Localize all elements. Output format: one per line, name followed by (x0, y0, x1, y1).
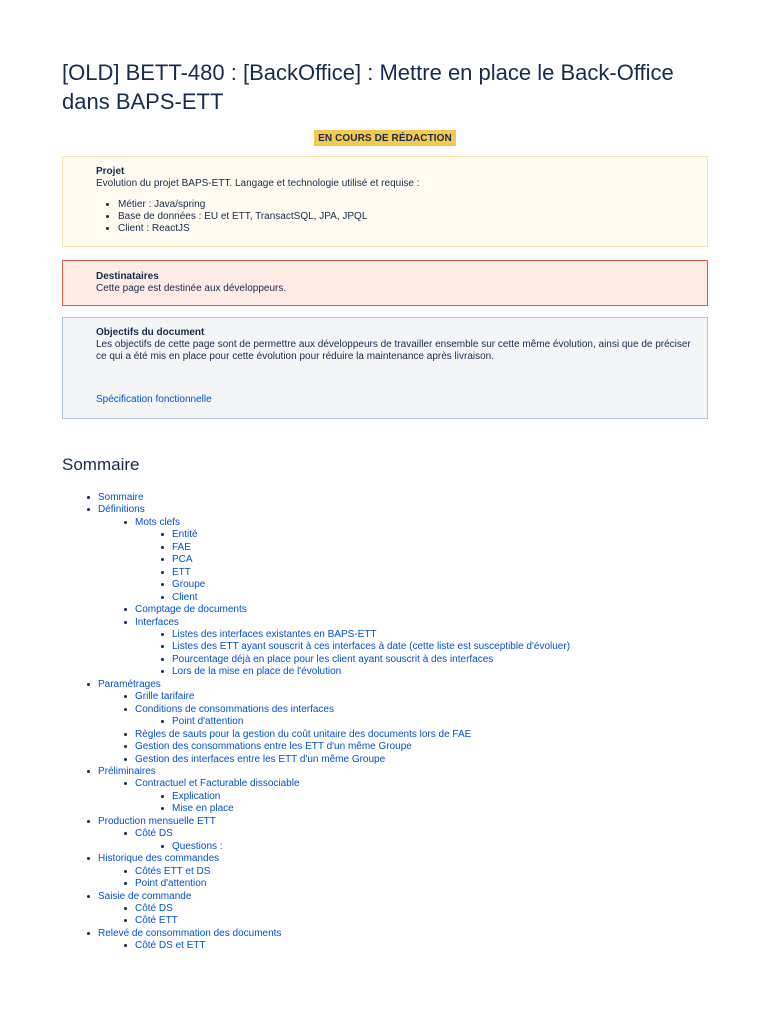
toc-link[interactable]: Mise en place (172, 803, 234, 815)
toc-list (98, 828, 708, 853)
toc-item (172, 641, 708, 653)
toc-item (135, 828, 708, 853)
projet-tech-list (96, 199, 695, 235)
toc-link[interactable]: Définitions (98, 504, 145, 516)
toc-item (98, 853, 708, 890)
toc-link[interactable]: Préliminaires (98, 765, 156, 777)
sommaire-heading: Sommaire (62, 455, 140, 474)
toc-link[interactable]: Listes des interfaces existantes en BAPS-ETT (172, 628, 377, 640)
toc-link[interactable]: Règles de sauts pour la gestion du coût unitaire des documents lors de FAE (135, 728, 472, 740)
toc-item (98, 492, 708, 504)
table-of-contents (62, 492, 708, 953)
toc-item (98, 504, 708, 678)
page-title (62, 58, 708, 116)
toc-link[interactable]: Côté ETT (135, 915, 178, 927)
toc-item (135, 517, 708, 604)
toc-item (135, 691, 708, 703)
page-content (62, 58, 708, 953)
toc-link[interactable]: Côté DS (135, 828, 173, 840)
toc-item (98, 928, 708, 953)
toc-list (62, 492, 708, 953)
toc-link[interactable]: Mots clefs (135, 516, 181, 528)
toc-item (172, 803, 708, 815)
toc-item (135, 729, 708, 741)
toc-link[interactable]: Paramétrages (98, 678, 161, 690)
toc-item (172, 629, 708, 641)
destinataires-panel-text: Cette page est destinée aux développeurs. (96, 283, 287, 294)
objectifs-panel-text: Les objectifs de cette page sont de permettre aux développeurs de travailler ensemble sur cette même évolution, ainsi que de préciser ce qui a été mis en place pour cette évolution pour réduire la maintenance après livraison. (96, 339, 691, 362)
toc-link[interactable]: ETT (172, 566, 191, 578)
destinataires-panel-title: Destinataires (96, 271, 159, 282)
destinataires-panel (62, 260, 708, 306)
toc-link[interactable]: Gestion des consommations entre les ETT d'un même Groupe (135, 741, 412, 753)
toc-item (135, 940, 708, 952)
toc-list (135, 629, 708, 679)
toc-link[interactable]: Conditions de consommations des interfaces (135, 703, 334, 715)
status-container (62, 128, 708, 146)
objectifs-panel (62, 317, 708, 419)
projet-panel (62, 156, 708, 247)
toc-link[interactable]: Relevé de consommation des documents (98, 927, 282, 939)
toc-item (135, 866, 708, 878)
toc-item (135, 704, 708, 729)
status-badge: EN COURS DE RÉDACTION (314, 130, 456, 146)
toc-item (172, 716, 708, 728)
toc-item (98, 891, 708, 928)
toc-list (135, 529, 708, 604)
projet-tech-item: • Client : ReactJS (118, 223, 695, 235)
toc-link[interactable]: Production mensuelle ETT (98, 815, 216, 827)
toc-link[interactable]: Historique des commandes (98, 853, 220, 865)
toc-link[interactable]: Client (172, 591, 198, 603)
toc-link[interactable]: Côté DS (135, 902, 173, 914)
toc-item (172, 841, 708, 853)
toc-list (98, 517, 708, 679)
toc-item (98, 766, 708, 816)
toc-item (98, 679, 708, 766)
toc-item (135, 915, 708, 927)
toc-link[interactable]: Pourcentage déjà en place pour les client ayant souscrit à des interfaces (172, 653, 494, 665)
toc-link[interactable]: Listes des ETT ayant souscrit à ces interfaces à date (cette liste est susceptible d'évoluer) (172, 641, 571, 653)
toc-item (172, 529, 708, 541)
toc-link[interactable]: Saisie de commande (98, 890, 192, 902)
toc-item (135, 741, 708, 753)
projet-tech-item: • Métier : Java/spring (118, 199, 695, 211)
toc-item (98, 816, 708, 853)
toc-item (135, 754, 708, 766)
toc-link[interactable]: Gestion des interfaces entre les ETT d'un même Groupe (135, 753, 386, 765)
toc-link[interactable]: Explication (172, 790, 221, 802)
toc-link[interactable]: Groupe (172, 579, 206, 591)
toc-link[interactable]: Point d'attention (135, 878, 207, 890)
toc-list (98, 691, 708, 766)
toc-link[interactable]: Comptage de documents (135, 604, 247, 616)
page-title-line-2: dans BAPS-ETT (62, 89, 224, 114)
toc-item (135, 903, 708, 915)
projet-tech-item: • Base de données : EU et ETT, TransactSQL, JPA, JPQL (118, 211, 695, 223)
toc-link[interactable]: Côté DS et ETT (135, 940, 206, 952)
toc-list (98, 866, 708, 891)
toc-link[interactable]: Côtés ETT et DS (135, 865, 211, 877)
toc-item (135, 604, 708, 616)
toc-item (172, 654, 708, 666)
projet-panel-title: Projet (96, 166, 125, 177)
toc-link[interactable]: Interfaces (135, 616, 179, 628)
toc-item (172, 592, 708, 604)
toc-list (135, 841, 708, 853)
specification-fonctionnelle-link[interactable]: Spécification fonctionnelle (96, 394, 212, 405)
toc-link[interactable]: PCA (172, 554, 193, 566)
toc-list (98, 778, 708, 815)
toc-item (135, 878, 708, 890)
toc-item (172, 791, 708, 803)
page-title-line-1: [OLD] BETT-480 : [BackOffice] : Mettre en place le Back-Office (62, 60, 674, 85)
toc-link[interactable]: Point d'attention (172, 716, 244, 728)
toc-list (135, 716, 708, 728)
toc-list (98, 940, 708, 952)
toc-item (172, 554, 708, 566)
toc-item (172, 666, 708, 678)
objectifs-panel-title: Objectifs du document (96, 327, 205, 338)
toc-list (98, 903, 708, 928)
toc-link[interactable]: Grille tarifaire (135, 691, 195, 703)
toc-link[interactable]: Entité (172, 529, 198, 541)
toc-link[interactable]: Lors de la mise en place de l'évolution (172, 666, 342, 678)
projet-panel-text: Evolution du projet BAPS-ETT. Langage et technologie utilisé et requise : (96, 178, 420, 189)
toc-link[interactable]: Contractuel et Facturable dissociable (135, 778, 300, 790)
toc-item (135, 778, 708, 815)
toc-link[interactable]: FAE (172, 541, 191, 553)
toc-list (135, 791, 708, 816)
toc-item (135, 617, 708, 679)
toc-item (172, 567, 708, 579)
toc-item (172, 542, 708, 554)
toc-link[interactable]: Questions : (172, 840, 223, 852)
toc-item (172, 579, 708, 591)
toc-link[interactable]: Sommaire (98, 492, 144, 503)
